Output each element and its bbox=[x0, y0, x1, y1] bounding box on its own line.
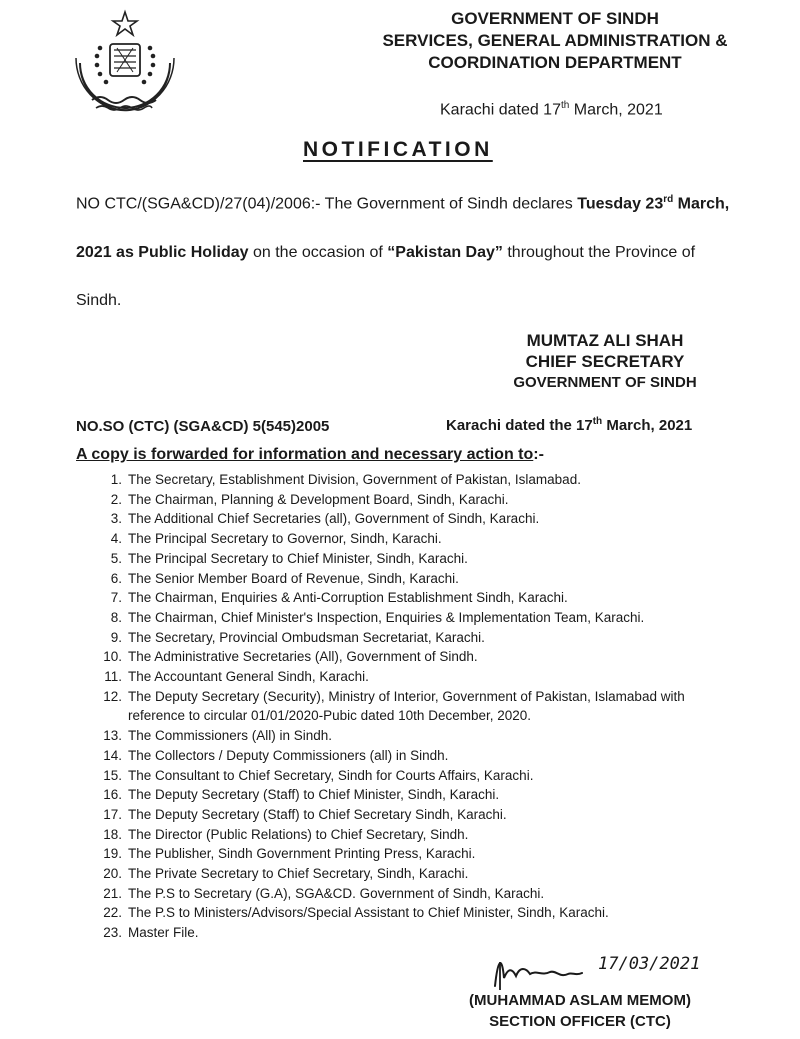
list-item: 17. The Deputy Secretary (Staff) to Chief Secretary Sindh, Karachi. bbox=[103, 806, 507, 822]
sindh-government-emblem-icon bbox=[70, 8, 180, 128]
section-officer-block bbox=[430, 990, 730, 1032]
list-item: 19. The Publisher, Sindh Government Printing Press, Karachi. bbox=[103, 846, 476, 862]
signature-date: 17/03/2021 bbox=[598, 954, 701, 974]
list-item: 1. The Secretary, Establishment Division, Government of Pakistan, Islamabad. bbox=[110, 472, 581, 487]
list-item: 7. The Chairman, Enquiries & Anti-Corruption Establishment Sindh, Karachi. bbox=[110, 590, 568, 606]
list-item: 21. The P.S to Secretary (G.A), SGA&CD. Government of Sindh, Karachi. bbox=[103, 885, 545, 901]
list-item: 8. The Chairman, Chief Minister's Inspection, Enquiries & Implementation Team, Karachi. bbox=[110, 609, 645, 625]
list-item: 4. The Principal Secretary to Governor, Sindh, Karachi. bbox=[110, 531, 442, 547]
copy-reference-number: NO.SO (CTC) (SGA&CD) 5(545)2005 bbox=[76, 418, 330, 435]
department-header bbox=[330, 8, 780, 74]
header-line-3: COORDINATION DEPARTMENT bbox=[428, 53, 682, 72]
list-item-continuation: reference to circular 01/01/2020-Pubic dated 10th December, 2020. bbox=[128, 708, 532, 724]
list-item: 11. The Accountant General Sindh, Karachi. bbox=[104, 669, 369, 685]
signatory-org: GOVERNMENT OF SINDH bbox=[513, 374, 697, 391]
header-date: Karachi dated 17th March, 2021 bbox=[440, 100, 663, 119]
government-emblem bbox=[70, 8, 180, 128]
list-item: 22. The P.S to Ministers/Advisors/Special Assistant to Chief Minister, Sindh, Karachi. bbox=[103, 905, 609, 921]
list-item: 2. The Chairman, Planning & Development Board, Sindh, Karachi. bbox=[110, 491, 509, 507]
handwritten-signature bbox=[490, 948, 720, 994]
header-line-1: GOVERNMENT OF SINDH bbox=[451, 9, 659, 28]
notification-line-1: NO CTC/(SGA&CD)/27(04)/2006:- The Government of Sindh declares Tuesday 23rd March, bbox=[76, 194, 730, 213]
notification-line-2: 2021 as Public Holiday on the occasion of “Pakistan Day” throughout the Province of bbox=[76, 244, 696, 261]
list-item: 12. The Deputy Secretary (Security), Ministry of Interior, Government of Pakistan, Islamabad with bbox=[103, 688, 685, 704]
list-item: 9. The Secretary, Provincial Ombudsman Secretariat, Karachi. bbox=[110, 629, 485, 645]
officer-title: SECTION OFFICER (CTC) bbox=[489, 1013, 671, 1030]
list-item: 3. The Additional Chief Secretaries (all), Government of Sindh, Karachi. bbox=[110, 511, 540, 527]
signatory-block bbox=[480, 330, 730, 393]
list-item: 18. The Director (Public Relations) to Chief Secretary, Sindh. bbox=[103, 826, 469, 842]
list-item: 5. The Principal Secretary to Chief Minister, Sindh, Karachi. bbox=[110, 550, 468, 566]
list-item: 13. The Commissioners (All) in Sindh. bbox=[103, 728, 333, 744]
list-item: 23. Master File. bbox=[103, 925, 199, 941]
signatory-title: CHIEF SECRETARY bbox=[525, 352, 685, 371]
signatory-name: MUMTAZ ALI SHAH bbox=[526, 331, 684, 350]
notification-line-3: Sindh. bbox=[76, 292, 122, 309]
copy-date: Karachi dated the 17th March, 2021 bbox=[446, 416, 693, 434]
list-item: 16. The Deputy Secretary (Staff) to Chief Minister, Sindh, Karachi. bbox=[103, 787, 500, 803]
header-line-2: SERVICES, GENERAL ADMINISTRATION & bbox=[382, 31, 728, 50]
distribution-list bbox=[96, 470, 786, 943]
list-item: 14. The Collectors / Deputy Commissioners (all) in Sindh. bbox=[103, 747, 449, 763]
list-item: 10. The Administrative Secretaries (All), Government of Sindh. bbox=[103, 649, 478, 665]
forward-heading: A copy is forwarded for information and necessary action to:- bbox=[76, 446, 544, 463]
notification-title: NOTIFICATION bbox=[303, 138, 493, 161]
list-item: 6. The Senior Member Board of Revenue, Sindh, Karachi. bbox=[110, 570, 459, 586]
officer-name: (MUHAMMAD ASLAM MEMOM) bbox=[469, 992, 691, 1009]
list-item: 20. The Private Secretary to Chief Secretary, Sindh, Karachi. bbox=[103, 866, 469, 882]
list-item: 15. The Consultant to Chief Secretary, Sindh for Courts Affairs, Karachi. bbox=[103, 767, 534, 783]
